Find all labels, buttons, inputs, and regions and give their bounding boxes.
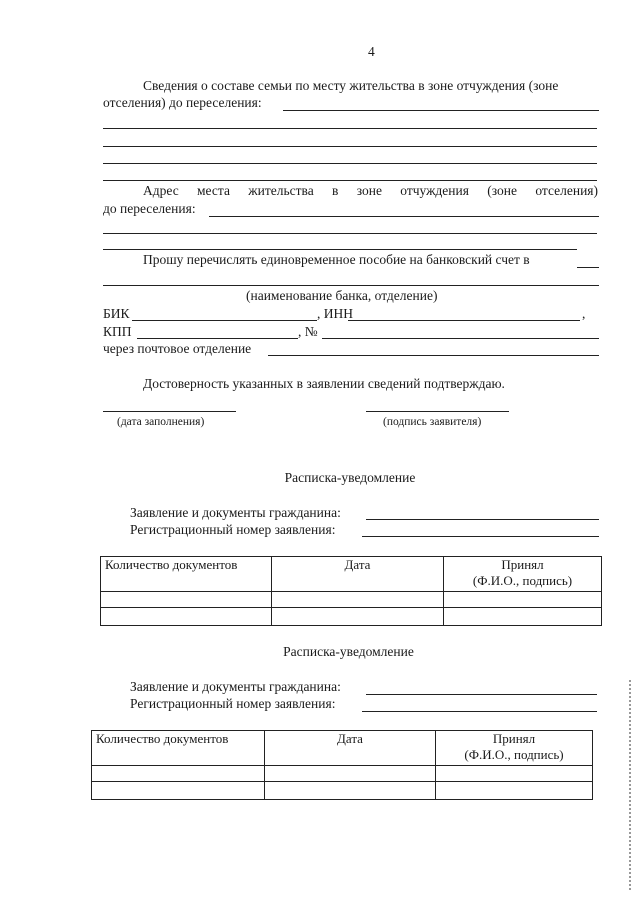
receipt-2-col-accepted xyxy=(436,731,593,766)
receipt-2-reg-label: Регистрационный номер заявления: xyxy=(130,696,336,711)
signature-input[interactable] xyxy=(366,411,509,412)
receipt-1-reg-input[interactable] xyxy=(362,536,599,537)
table-cell[interactable] xyxy=(444,592,602,608)
receipt-1-col-accepted-sub: (Ф.И.О., подпись) xyxy=(472,573,573,588)
family-text-line1: Сведения о составе семьи по месту жительства в зоне отчуждения (зоне xyxy=(143,78,559,93)
confirm-text: Достоверность указанных в заявлении сведений подтверждаю. xyxy=(143,376,505,391)
table-cell[interactable] xyxy=(436,766,593,782)
inn-input[interactable] xyxy=(348,320,580,321)
receipt-1-col-date: Дата xyxy=(272,557,444,592)
receipt-1-col-accepted-label: Принял xyxy=(501,557,544,572)
bik-input[interactable] xyxy=(132,320,317,321)
family-input-5[interactable] xyxy=(103,180,597,181)
family-input-4[interactable] xyxy=(103,163,597,164)
account-number-label: , № xyxy=(298,324,318,339)
scan-edge-artifact xyxy=(629,680,634,890)
date-input[interactable] xyxy=(103,411,236,412)
table-cell[interactable] xyxy=(272,592,444,608)
account-number-input[interactable] xyxy=(322,338,599,339)
table-cell[interactable] xyxy=(272,608,444,626)
table-cell[interactable] xyxy=(92,782,265,800)
receipt-2-docs-label: Заявление и документы гражданина: xyxy=(130,679,341,694)
table-cell[interactable] xyxy=(101,592,272,608)
address-input-2[interactable] xyxy=(103,233,597,234)
receipt-2-col-date: Дата xyxy=(265,731,436,766)
kpp-label: КПП xyxy=(103,324,132,339)
inn-label: , ИНН xyxy=(317,306,353,321)
table-cell[interactable] xyxy=(92,766,265,782)
table-cell[interactable] xyxy=(265,766,436,782)
post-office-label: через почтовое отделение xyxy=(103,341,252,356)
receipt-1-table xyxy=(100,556,602,626)
family-input-3[interactable] xyxy=(103,146,597,147)
date-caption: (дата заполнения) xyxy=(117,416,205,428)
receipt-1-col-accepted xyxy=(444,557,602,592)
address-text-line2: до переселения: xyxy=(103,201,196,216)
table-cell[interactable] xyxy=(444,608,602,626)
table-cell[interactable] xyxy=(436,782,593,800)
receipt-2-col-accepted-sub: (Ф.И.О., подпись) xyxy=(464,747,564,762)
bank-name-input-1[interactable] xyxy=(577,267,599,268)
address-input-3[interactable] xyxy=(103,249,577,250)
family-input-1[interactable] xyxy=(283,110,599,111)
receipt-1-title: Расписка-уведомление xyxy=(284,470,416,485)
bik-label: БИК xyxy=(103,306,130,321)
receipt-2-reg-input[interactable] xyxy=(362,711,597,712)
receipt-1-reg-label: Регистрационный номер заявления: xyxy=(130,522,336,537)
kpp-input[interactable] xyxy=(137,338,298,339)
receipt-2-table xyxy=(91,730,593,800)
signature-caption: (подпись заявителя) xyxy=(383,416,482,428)
receipt-1-docs-input[interactable] xyxy=(366,519,599,520)
page-number: 4 xyxy=(368,44,375,59)
bank-name-input-2[interactable] xyxy=(103,285,599,286)
family-text-line2: отселения) до переселения: xyxy=(103,95,262,110)
receipt-2-col-count: Количество документов xyxy=(92,731,265,766)
table-cell[interactable] xyxy=(101,608,272,626)
table-cell[interactable] xyxy=(265,782,436,800)
receipt-2-docs-input[interactable] xyxy=(366,694,597,695)
family-input-2[interactable] xyxy=(103,128,597,129)
address-text-line1: Адрес места жительства в зоне отчуждения (зоне отселения) xyxy=(143,183,598,198)
receipt-2-col-accepted-label: Принял xyxy=(492,731,536,746)
receipt-1-docs-label: Заявление и документы гражданина: xyxy=(130,505,341,520)
address-input-1[interactable] xyxy=(209,216,599,217)
receipt-2-title: Расписка-уведомление xyxy=(283,644,414,659)
post-office-input[interactable] xyxy=(268,355,599,356)
inn-comma: , xyxy=(582,306,586,321)
bank-name-caption: (наименование банка, отделение) xyxy=(246,288,438,303)
receipt-1-col-count: Количество документов xyxy=(101,557,272,592)
bank-request-text: Прошу перечислять единовременное пособие на банковский счет в xyxy=(143,252,530,267)
